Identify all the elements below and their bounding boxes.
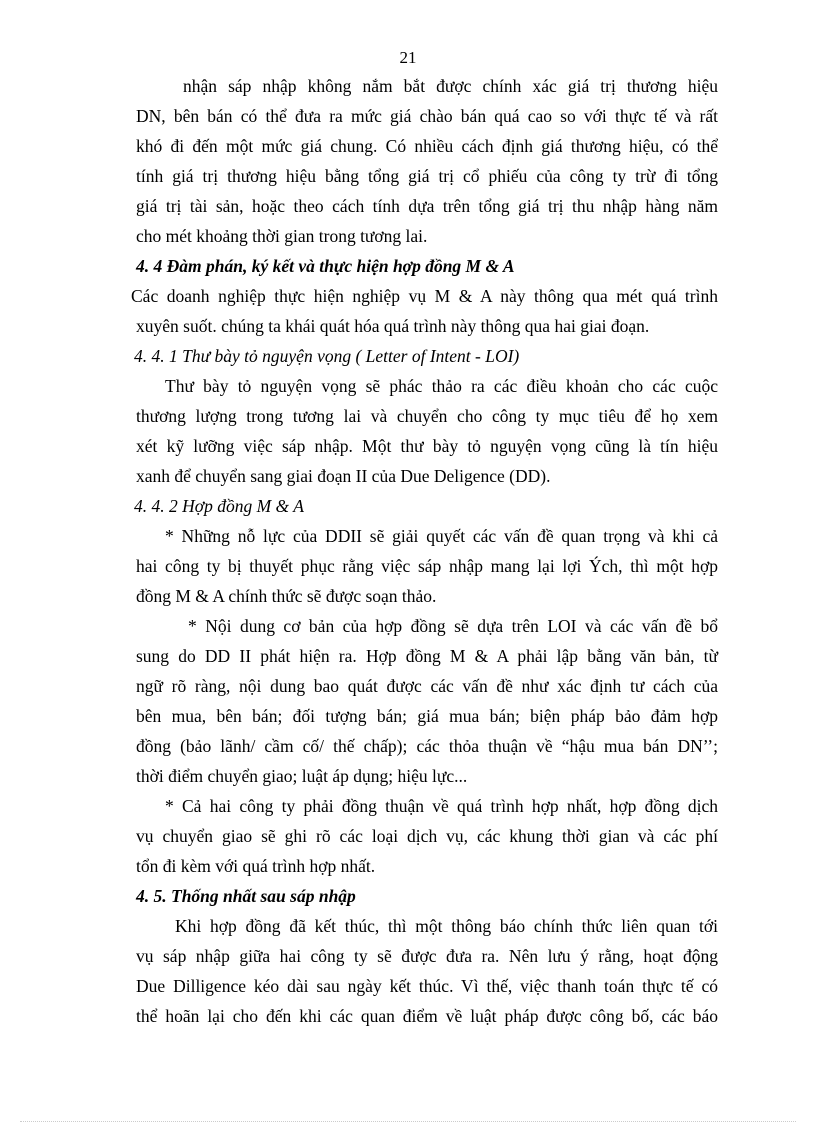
body-line: tính giá trị thương hiệu bằng tổng giá trị cổ phiếu của công ty trừ đi tổng (136, 166, 718, 186)
body-line: vụ chuyển giao sẽ ghi rõ các loại dịch vụ, các khung thời gian và các phí (136, 826, 718, 846)
body-line: * Cả hai công ty phải đồng thuận về quá trình hợp nhất, hợp đồng dịch (165, 796, 718, 816)
body-line: hai công ty bị thuyết phục rằng việc sáp nhập mang lại lợi Ých, thì một hợp (136, 556, 718, 576)
body-line: sung do DD II phát hiện ra. Hợp đồng M & A phải lập bằng văn bản, từ (136, 646, 718, 666)
body-line: tổn đi kèm với quá trình hợp nhất. (136, 856, 376, 876)
body-line: đồng (bảo lãnh/ cầm cố/ thế chấp); các thỏa thuận về “hậu mua bán DN’’; (136, 736, 718, 756)
body-line: xét kỹ lưỡng việc sáp nhập. Một thư bày tỏ nguyện vọng cũng là tín hiệu (136, 436, 718, 456)
section-heading-4-5: 4. 5. Thống nhất sau sáp nhập (136, 886, 356, 906)
body-line: thương lượng trong tương lai và chuyển cho công ty mục tiêu để họ xem (136, 406, 718, 426)
body-line: đồng M & A chính thức sẽ được soạn thảo. (136, 586, 437, 606)
body-line: * Những nỗ lực của DDII sẽ giải quyết các vấn đề quan trọng và khi cả (165, 526, 718, 546)
body-line: bên mua, bên bán; đối tượng bán; giá mua bán; biện pháp bảo đảm hợp (136, 706, 718, 726)
body-line: thời điểm chuyển giao; luật áp dụng; hiệu lực... (136, 766, 468, 786)
body-line: ngữ rõ ràng, nội dung bao quát được các vấn đề như xác định tư cách của (136, 676, 718, 696)
body-line: DN, bên bán có thể đưa ra mức giá chào bán quá cao so với thực tế và rất (136, 106, 718, 126)
body-line: Các doanh nghiệp thực hiện nghiệp vụ M & A này thông qua mét quá trình (131, 286, 718, 306)
body-line: cho mét khoảng thời gian trong tương lai. (136, 226, 428, 246)
body-line: * Nội dung cơ bản của hợp đồng sẽ dựa trên LOI và các vấn đề bổ (188, 616, 718, 636)
body-line: nhận sáp nhập không nắm bắt được chính xác giá trị thương hiệu (183, 76, 718, 96)
page-edge-rule (20, 1121, 796, 1122)
body-line: thể hoãn lại cho đến khi các quan điểm về luật pháp được công bố, các báo (136, 1006, 718, 1026)
subsection-heading-4-4-1: 4. 4. 1 Thư bày tỏ nguyện vọng ( Letter of Intent - LOI) (134, 346, 520, 366)
body-line: Thư bày tỏ nguyện vọng sẽ phác thảo ra các điều khoản cho các cuộc (165, 376, 718, 396)
body-line: Due Dilligence kéo dài sau ngày kết thúc. Vì thế, việc thanh toán thực tế có (136, 976, 718, 996)
body-line: xuyên suốt. chúng ta khái quát hóa quá trình này thông qua hai giai đoạn. (136, 316, 650, 336)
body-line: vụ sáp nhập giữa hai công ty sẽ được đưa ra. Nên lưu ý rằng, hoạt động (136, 946, 718, 966)
section-heading-4-4: 4. 4 Đàm phán, ký kết và thực hiện hợp đồng M & A (136, 256, 515, 276)
page-number: 21 (399, 48, 417, 67)
body-line: giá trị tài sản, hoặc theo cách tính dựa trên tổng giá trị thu nhập hàng năm (136, 196, 718, 216)
body-line: khó đi đến một mức giá chung. Có nhiều cách định giá thương hiệu, có thể (136, 136, 718, 156)
body-line: xanh để chuyển sang giai đoạn II của Due Deligence (DD). (136, 466, 551, 486)
body-line: Khi hợp đồng đã kết thúc, thì một thông báo chính thức liên quan tới (175, 916, 718, 936)
subsection-heading-4-4-2: 4. 4. 2 Hợp đồng M & A (134, 496, 304, 516)
